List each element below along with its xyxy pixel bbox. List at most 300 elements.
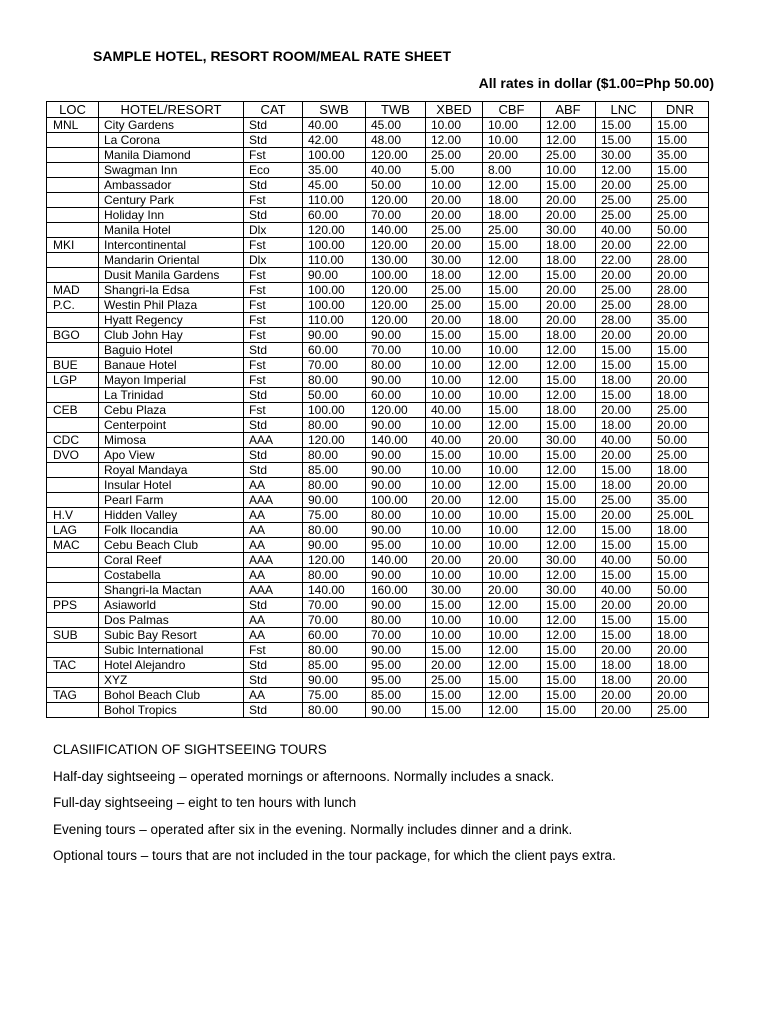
hotel-cell: Folk Ilocandia xyxy=(99,523,244,538)
lnc-cell: 15.00 xyxy=(596,523,652,538)
twb-cell: 90.00 xyxy=(366,328,426,343)
swb-cell: 60.00 xyxy=(303,208,366,223)
cbf-cell: 10.00 xyxy=(483,118,541,133)
twb-cell: 100.00 xyxy=(366,268,426,283)
hotel-cell: Club John Hay xyxy=(99,328,244,343)
dnr-cell: 18.00 xyxy=(652,463,709,478)
xbed-cell: 10.00 xyxy=(426,343,483,358)
dnr-cell: 25.00L xyxy=(652,508,709,523)
cat-cell: Std xyxy=(244,463,303,478)
twb-cell: 60.00 xyxy=(366,388,426,403)
loc-cell xyxy=(47,568,99,583)
swb-cell: 60.00 xyxy=(303,628,366,643)
table-row xyxy=(47,583,709,598)
twb-cell: 130.00 xyxy=(366,253,426,268)
swb-cell: 35.00 xyxy=(303,163,366,178)
xbed-cell: 10.00 xyxy=(426,478,483,493)
cat-cell: Fst xyxy=(244,148,303,163)
abf-cell: 20.00 xyxy=(541,208,596,223)
xbed-cell: 12.00 xyxy=(426,133,483,148)
table-row xyxy=(47,538,709,553)
swb-cell: 110.00 xyxy=(303,193,366,208)
header-xbed: XBED xyxy=(426,102,483,118)
swb-cell: 120.00 xyxy=(303,553,366,568)
abf-cell: 30.00 xyxy=(541,553,596,568)
twb-cell: 90.00 xyxy=(366,373,426,388)
hotel-cell: Hotel Alejandro xyxy=(99,658,244,673)
loc-cell xyxy=(47,268,99,283)
dnr-cell: 50.00 xyxy=(652,223,709,238)
header-swb: SWB xyxy=(303,102,366,118)
loc-cell: BGO xyxy=(47,328,99,343)
table-row xyxy=(47,478,709,493)
abf-cell: 15.00 xyxy=(541,673,596,688)
twb-cell: 40.00 xyxy=(366,163,426,178)
loc-cell: LGP xyxy=(47,373,99,388)
cat-cell: Fst xyxy=(244,313,303,328)
loc-cell xyxy=(47,313,99,328)
cat-cell: AA xyxy=(244,538,303,553)
abf-cell: 20.00 xyxy=(541,283,596,298)
lnc-cell: 20.00 xyxy=(596,238,652,253)
swb-cell: 75.00 xyxy=(303,688,366,703)
swb-cell: 70.00 xyxy=(303,598,366,613)
cat-cell: Std xyxy=(244,133,303,148)
dnr-cell: 18.00 xyxy=(652,388,709,403)
cat-cell: Std xyxy=(244,418,303,433)
cbf-cell: 12.00 xyxy=(483,598,541,613)
hotel-cell: Shangri-la Edsa xyxy=(99,283,244,298)
xbed-cell: 10.00 xyxy=(426,538,483,553)
tour-half-day: Half-day sightseeing – operated mornings or afternoons. Normally includes a snack. xyxy=(53,769,555,784)
twb-cell: 140.00 xyxy=(366,553,426,568)
table-row xyxy=(47,253,709,268)
abf-cell: 20.00 xyxy=(541,313,596,328)
cbf-cell: 10.00 xyxy=(483,523,541,538)
hotel-cell: Ambassador xyxy=(99,178,244,193)
table-row xyxy=(47,373,709,388)
dnr-cell: 35.00 xyxy=(652,313,709,328)
dnr-cell: 28.00 xyxy=(652,298,709,313)
lnc-cell: 15.00 xyxy=(596,388,652,403)
twb-cell: 45.00 xyxy=(366,118,426,133)
xbed-cell: 20.00 xyxy=(426,238,483,253)
abf-cell: 15.00 xyxy=(541,493,596,508)
cbf-cell: 15.00 xyxy=(483,283,541,298)
twb-cell: 90.00 xyxy=(366,598,426,613)
xbed-cell: 20.00 xyxy=(426,313,483,328)
swb-cell: 100.00 xyxy=(303,298,366,313)
loc-cell: MAC xyxy=(47,538,99,553)
lnc-cell: 20.00 xyxy=(596,643,652,658)
hotel-cell: Holiday Inn xyxy=(99,208,244,223)
lnc-cell: 28.00 xyxy=(596,313,652,328)
loc-cell xyxy=(47,223,99,238)
swb-cell: 90.00 xyxy=(303,673,366,688)
table-row xyxy=(47,703,709,718)
tour-full-day: Full-day sightseeing – eight to ten hours with lunch xyxy=(53,795,357,810)
swb-cell: 100.00 xyxy=(303,148,366,163)
abf-cell: 12.00 xyxy=(541,343,596,358)
dnr-cell: 28.00 xyxy=(652,253,709,268)
header-dnr: DNR xyxy=(652,102,709,118)
header-cat: CAT xyxy=(244,102,303,118)
dnr-cell: 18.00 xyxy=(652,523,709,538)
dnr-cell: 25.00 xyxy=(652,448,709,463)
abf-cell: 12.00 xyxy=(541,538,596,553)
lnc-cell: 25.00 xyxy=(596,283,652,298)
swb-cell: 85.00 xyxy=(303,658,366,673)
table-row xyxy=(47,448,709,463)
swb-cell: 75.00 xyxy=(303,508,366,523)
cbf-cell: 12.00 xyxy=(483,358,541,373)
lnc-cell: 20.00 xyxy=(596,598,652,613)
dnr-cell: 22.00 xyxy=(652,238,709,253)
table-row xyxy=(47,208,709,223)
lnc-cell: 18.00 xyxy=(596,373,652,388)
table-row xyxy=(47,613,709,628)
cat-cell: AA xyxy=(244,568,303,583)
hotel-cell: Bohol Tropics xyxy=(99,703,244,718)
hotel-cell: Dos Palmas xyxy=(99,613,244,628)
hotel-cell: Swagman Inn xyxy=(99,163,244,178)
cbf-cell: 18.00 xyxy=(483,193,541,208)
xbed-cell: 25.00 xyxy=(426,298,483,313)
cat-cell: Fst xyxy=(244,403,303,418)
dnr-cell: 20.00 xyxy=(652,268,709,283)
twb-cell: 120.00 xyxy=(366,148,426,163)
abf-cell: 30.00 xyxy=(541,583,596,598)
loc-cell: CDC xyxy=(47,433,99,448)
loc-cell xyxy=(47,583,99,598)
table-row xyxy=(47,463,709,478)
lnc-cell: 20.00 xyxy=(596,703,652,718)
xbed-cell: 10.00 xyxy=(426,388,483,403)
lnc-cell: 40.00 xyxy=(596,553,652,568)
loc-cell xyxy=(47,613,99,628)
loc-cell: H.V xyxy=(47,508,99,523)
loc-cell xyxy=(47,553,99,568)
twb-cell: 90.00 xyxy=(366,703,426,718)
loc-cell xyxy=(47,418,99,433)
hotel-cell: Intercontinental xyxy=(99,238,244,253)
swb-cell: 90.00 xyxy=(303,328,366,343)
cat-cell: AA xyxy=(244,688,303,703)
hotel-cell: Subic Bay Resort xyxy=(99,628,244,643)
abf-cell: 15.00 xyxy=(541,178,596,193)
swb-cell: 90.00 xyxy=(303,268,366,283)
lnc-cell: 20.00 xyxy=(596,268,652,283)
lnc-cell: 20.00 xyxy=(596,328,652,343)
cbf-cell: 12.00 xyxy=(483,688,541,703)
abf-cell: 15.00 xyxy=(541,598,596,613)
dnr-cell: 18.00 xyxy=(652,628,709,643)
cbf-cell: 18.00 xyxy=(483,313,541,328)
hotel-cell: Hyatt Regency xyxy=(99,313,244,328)
abf-cell: 30.00 xyxy=(541,223,596,238)
cat-cell: Std xyxy=(244,658,303,673)
xbed-cell: 10.00 xyxy=(426,358,483,373)
cbf-cell: 12.00 xyxy=(483,268,541,283)
xbed-cell: 25.00 xyxy=(426,223,483,238)
hotel-cell: Costabella xyxy=(99,568,244,583)
cbf-cell: 12.00 xyxy=(483,643,541,658)
xbed-cell: 10.00 xyxy=(426,568,483,583)
abf-cell: 20.00 xyxy=(541,193,596,208)
hotel-cell: Westin Phil Plaza xyxy=(99,298,244,313)
abf-cell: 12.00 xyxy=(541,568,596,583)
cat-cell: Std xyxy=(244,388,303,403)
lnc-cell: 18.00 xyxy=(596,478,652,493)
table-row xyxy=(47,193,709,208)
cat-cell: Std xyxy=(244,703,303,718)
cat-cell: Fst xyxy=(244,238,303,253)
page-title: SAMPLE HOTEL, RESORT ROOM/MEAL RATE SHEET xyxy=(93,48,452,64)
twb-cell: 90.00 xyxy=(366,463,426,478)
xbed-cell: 15.00 xyxy=(426,448,483,463)
swb-cell: 80.00 xyxy=(303,418,366,433)
cat-cell: AA xyxy=(244,508,303,523)
xbed-cell: 10.00 xyxy=(426,628,483,643)
hotel-cell: Mandarin Oriental xyxy=(99,253,244,268)
xbed-cell: 20.00 xyxy=(426,493,483,508)
lnc-cell: 20.00 xyxy=(596,508,652,523)
abf-cell: 12.00 xyxy=(541,133,596,148)
abf-cell: 25.00 xyxy=(541,148,596,163)
twb-cell: 90.00 xyxy=(366,448,426,463)
table-row xyxy=(47,148,709,163)
abf-cell: 12.00 xyxy=(541,628,596,643)
hotel-cell: Bohol Beach Club xyxy=(99,688,244,703)
cat-cell: Fst xyxy=(244,643,303,658)
lnc-cell: 40.00 xyxy=(596,583,652,598)
cat-cell: Std xyxy=(244,208,303,223)
lnc-cell: 18.00 xyxy=(596,418,652,433)
cat-cell: Fst xyxy=(244,268,303,283)
cbf-cell: 20.00 xyxy=(483,433,541,448)
cat-cell: Dlx xyxy=(244,253,303,268)
twb-cell: 95.00 xyxy=(366,673,426,688)
lnc-cell: 25.00 xyxy=(596,208,652,223)
cbf-cell: 12.00 xyxy=(483,373,541,388)
loc-cell xyxy=(47,163,99,178)
hotel-cell: Centerpoint xyxy=(99,418,244,433)
xbed-cell: 5.00 xyxy=(426,163,483,178)
xbed-cell: 15.00 xyxy=(426,643,483,658)
swb-cell: 70.00 xyxy=(303,613,366,628)
cat-cell: AAA xyxy=(244,493,303,508)
xbed-cell: 20.00 xyxy=(426,553,483,568)
swb-cell: 80.00 xyxy=(303,448,366,463)
table-row xyxy=(47,178,709,193)
cbf-cell: 12.00 xyxy=(483,418,541,433)
loc-cell xyxy=(47,193,99,208)
swb-cell: 80.00 xyxy=(303,703,366,718)
xbed-cell: 20.00 xyxy=(426,658,483,673)
cbf-cell: 25.00 xyxy=(483,223,541,238)
cbf-cell: 12.00 xyxy=(483,658,541,673)
cbf-cell: 10.00 xyxy=(483,343,541,358)
swb-cell: 120.00 xyxy=(303,223,366,238)
xbed-cell: 25.00 xyxy=(426,673,483,688)
cbf-cell: 15.00 xyxy=(483,328,541,343)
xbed-cell: 20.00 xyxy=(426,193,483,208)
swb-cell: 80.00 xyxy=(303,568,366,583)
cbf-cell: 20.00 xyxy=(483,148,541,163)
swb-cell: 80.00 xyxy=(303,643,366,658)
lnc-cell: 20.00 xyxy=(596,448,652,463)
xbed-cell: 20.00 xyxy=(426,208,483,223)
xbed-cell: 18.00 xyxy=(426,268,483,283)
hotel-cell: Mayon Imperial xyxy=(99,373,244,388)
twb-cell: 140.00 xyxy=(366,433,426,448)
hotel-cell: Subic International xyxy=(99,643,244,658)
cbf-cell: 15.00 xyxy=(483,238,541,253)
cat-cell: Dlx xyxy=(244,223,303,238)
lnc-cell: 20.00 xyxy=(596,178,652,193)
header-hotel-resort: HOTEL/RESORT xyxy=(99,102,244,118)
hotel-cell: Dusit Manila Gardens xyxy=(99,268,244,283)
cbf-cell: 12.00 xyxy=(483,178,541,193)
table-row xyxy=(47,298,709,313)
table-row xyxy=(47,343,709,358)
swb-cell: 90.00 xyxy=(303,538,366,553)
swb-cell: 85.00 xyxy=(303,463,366,478)
lnc-cell: 18.00 xyxy=(596,658,652,673)
cbf-cell: 10.00 xyxy=(483,508,541,523)
header-lnc: LNC xyxy=(596,102,652,118)
twb-cell: 120.00 xyxy=(366,298,426,313)
abf-cell: 30.00 xyxy=(541,433,596,448)
table-row xyxy=(47,283,709,298)
abf-cell: 15.00 xyxy=(541,418,596,433)
header-loc: LOC xyxy=(47,102,99,118)
swb-cell: 70.00 xyxy=(303,358,366,373)
xbed-cell: 10.00 xyxy=(426,613,483,628)
loc-cell xyxy=(47,178,99,193)
hotel-cell: Apo View xyxy=(99,448,244,463)
dnr-cell: 20.00 xyxy=(652,418,709,433)
abf-cell: 15.00 xyxy=(541,643,596,658)
hotel-cell: La Trinidad xyxy=(99,388,244,403)
xbed-cell: 25.00 xyxy=(426,283,483,298)
table-row xyxy=(47,268,709,283)
twb-cell: 120.00 xyxy=(366,238,426,253)
loc-cell xyxy=(47,703,99,718)
swb-cell: 50.00 xyxy=(303,388,366,403)
hotel-cell: Shangri-la Mactan xyxy=(99,583,244,598)
twb-cell: 85.00 xyxy=(366,688,426,703)
dnr-cell: 25.00 xyxy=(652,208,709,223)
loc-cell: DVO xyxy=(47,448,99,463)
lnc-cell: 40.00 xyxy=(596,433,652,448)
cat-cell: AAA xyxy=(244,433,303,448)
twb-cell: 100.00 xyxy=(366,493,426,508)
abf-cell: 12.00 xyxy=(541,118,596,133)
lnc-cell: 15.00 xyxy=(596,133,652,148)
loc-cell xyxy=(47,388,99,403)
abf-cell: 15.00 xyxy=(541,508,596,523)
xbed-cell: 30.00 xyxy=(426,583,483,598)
hotel-cell: Baguio Hotel xyxy=(99,343,244,358)
cbf-cell: 10.00 xyxy=(483,463,541,478)
dnr-cell: 20.00 xyxy=(652,673,709,688)
abf-cell: 18.00 xyxy=(541,328,596,343)
dnr-cell: 15.00 xyxy=(652,343,709,358)
dnr-cell: 25.00 xyxy=(652,178,709,193)
dnr-cell: 15.00 xyxy=(652,358,709,373)
cbf-cell: 10.00 xyxy=(483,613,541,628)
hotel-cell: Pearl Farm xyxy=(99,493,244,508)
abf-cell: 15.00 xyxy=(541,448,596,463)
hotel-cell: Coral Reef xyxy=(99,553,244,568)
swb-cell: 80.00 xyxy=(303,478,366,493)
table-row xyxy=(47,388,709,403)
loc-cell: MNL xyxy=(47,118,99,133)
lnc-cell: 25.00 xyxy=(596,493,652,508)
dnr-cell: 15.00 xyxy=(652,118,709,133)
hotel-cell: XYZ xyxy=(99,673,244,688)
hotel-cell: Mimosa xyxy=(99,433,244,448)
swb-cell: 140.00 xyxy=(303,583,366,598)
dnr-cell: 20.00 xyxy=(652,373,709,388)
cat-cell: Fst xyxy=(244,328,303,343)
table-row xyxy=(47,523,709,538)
abf-cell: 18.00 xyxy=(541,403,596,418)
hotel-cell: Manila Diamond xyxy=(99,148,244,163)
loc-cell xyxy=(47,478,99,493)
loc-cell: CEB xyxy=(47,403,99,418)
cbf-cell: 10.00 xyxy=(483,388,541,403)
dnr-cell: 20.00 xyxy=(652,478,709,493)
loc-cell: MAD xyxy=(47,283,99,298)
twb-cell: 90.00 xyxy=(366,523,426,538)
lnc-cell: 25.00 xyxy=(596,298,652,313)
dnr-cell: 20.00 xyxy=(652,598,709,613)
table-body xyxy=(47,118,709,718)
twb-cell: 140.00 xyxy=(366,223,426,238)
table-row xyxy=(47,328,709,343)
xbed-cell: 15.00 xyxy=(426,703,483,718)
cbf-cell: 10.00 xyxy=(483,628,541,643)
abf-cell: 15.00 xyxy=(541,658,596,673)
xbed-cell: 10.00 xyxy=(426,523,483,538)
tour-optional: Optional tours – tours that are not included in the tour package, for which the client pays extra. xyxy=(53,848,616,863)
twb-cell: 120.00 xyxy=(366,403,426,418)
hotel-cell: Asiaworld xyxy=(99,598,244,613)
xbed-cell: 10.00 xyxy=(426,463,483,478)
loc-cell: MKI xyxy=(47,238,99,253)
abf-cell: 12.00 xyxy=(541,358,596,373)
cbf-cell: 20.00 xyxy=(483,583,541,598)
swb-cell: 100.00 xyxy=(303,283,366,298)
xbed-cell: 15.00 xyxy=(426,328,483,343)
table-row xyxy=(47,643,709,658)
cbf-cell: 18.00 xyxy=(483,208,541,223)
cat-cell: Fst xyxy=(244,358,303,373)
cbf-cell: 10.00 xyxy=(483,448,541,463)
abf-cell: 20.00 xyxy=(541,298,596,313)
table-row xyxy=(47,313,709,328)
abf-cell: 10.00 xyxy=(541,163,596,178)
loc-cell xyxy=(47,253,99,268)
xbed-cell: 30.00 xyxy=(426,253,483,268)
dnr-cell: 25.00 xyxy=(652,193,709,208)
table-row xyxy=(47,118,709,133)
header-twb: TWB xyxy=(366,102,426,118)
table-row xyxy=(47,673,709,688)
lnc-cell: 15.00 xyxy=(596,358,652,373)
